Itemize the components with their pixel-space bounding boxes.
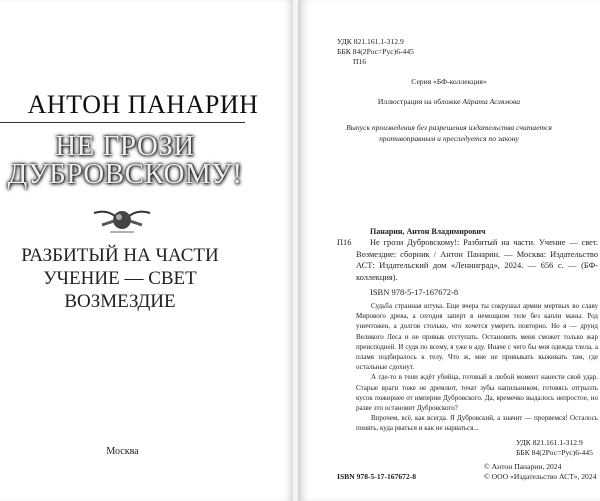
book-title-line-2: ДУБРОВСКОМУ! bbox=[7, 158, 243, 190]
annotation-2: А где-то в тени ждёт убийца, готовый в любой момент нанести свой удар. Старые враги тоже не дремлют, точат зубы напильником, готовясь отгрызть кусок пожирнее от империи Дубровского. Да, времечко выдалось непростое, но разве это остановит Дубровского? bbox=[356, 373, 598, 413]
city: Москва bbox=[106, 446, 139, 457]
footer-isbn: ISBN 978-5-17-167672-8 bbox=[337, 471, 417, 481]
warning-2: противоправным и преследуется по закону bbox=[379, 134, 519, 143]
book-title-line-1: НЕ ГРОЗИ bbox=[55, 130, 195, 162]
divider bbox=[0, 122, 245, 123]
series: Серия «БФ-коллекция» bbox=[411, 77, 487, 86]
catalog-row bbox=[337, 237, 598, 283]
publisher-logo-icon bbox=[92, 205, 152, 235]
copyright-block bbox=[484, 462, 596, 482]
bbk: ББК 84(2Рос=Рус)6-445 bbox=[337, 47, 414, 56]
footer-udk: УДК 821.161.1-312.9 bbox=[516, 437, 583, 447]
catalog-block bbox=[337, 226, 598, 482]
copyright-publisher: © ООО «Издательство АСТ», 2024 bbox=[484, 471, 597, 481]
annotation-3: Впрочем, всё, как всегда. Я Дубровский, а значит — прорвемся! Осталось понять, куда рваться и как не нарваться... bbox=[356, 414, 598, 433]
isbn: ISBN 978-5-17-167672-8 bbox=[370, 287, 459, 297]
author-name: АНТОН ПАНАРИН bbox=[27, 90, 259, 119]
title-page bbox=[0, 0, 293, 501]
annotation-1: Судьба странная штука. Еще вчера ты сокрушал армии мертвых во славу Мирового древа, а сегодня заперт в немощном теле без капли маны. Род уничтожен, а долгов столько, что хочется умереть повторно. Но я — друид Великого Леса и не привык отступать. Остановить меня сможет только жар преисподней. И судя по всему, я уже в аду. Иначе с чего бы моя одежда тлела, а пламя подбиралось к телу. Что ж, мне не привыкать выживать там, где остальные сдохнут. bbox=[356, 302, 598, 372]
subtitle-3: ВОЗМЕЗДИЕ bbox=[64, 291, 176, 312]
copyright-page bbox=[298, 0, 600, 501]
author-heading: Панарин, Антон Владимирович bbox=[370, 227, 486, 236]
subtitle-2: УЧЕНИЕ — СВЕТ bbox=[43, 268, 197, 289]
catalog-code: П16 bbox=[337, 238, 352, 247]
footer-row bbox=[337, 462, 598, 482]
illustration-credit: Иллюстрация на обложке Айрата Аслямова bbox=[377, 97, 521, 106]
footer-bbk: ББК 84(2Рос=Рус)6-445 bbox=[516, 447, 593, 457]
warning-1: Выпуск произведения без разрешения издательства считается bbox=[346, 123, 552, 132]
footer bbox=[337, 438, 598, 482]
copyright-author: © Антон Панарин, 2024 bbox=[484, 461, 562, 471]
catalog-entry: Не грози Дубровскому!: Разбитый на части. Учение — свет. Возмездие: сборник / Антон Панарин. — Москва: Издательство АСТ: Издательский дом «Ленинград», 2024. — 656 с. — (БФ-коллекция). bbox=[356, 238, 598, 282]
udk: УДК 821.161.1-312.9 bbox=[337, 37, 404, 46]
subtitle-1: РАЗБИТЫЙ НА ЧАСТИ bbox=[21, 245, 219, 266]
code: П16 bbox=[353, 57, 367, 66]
